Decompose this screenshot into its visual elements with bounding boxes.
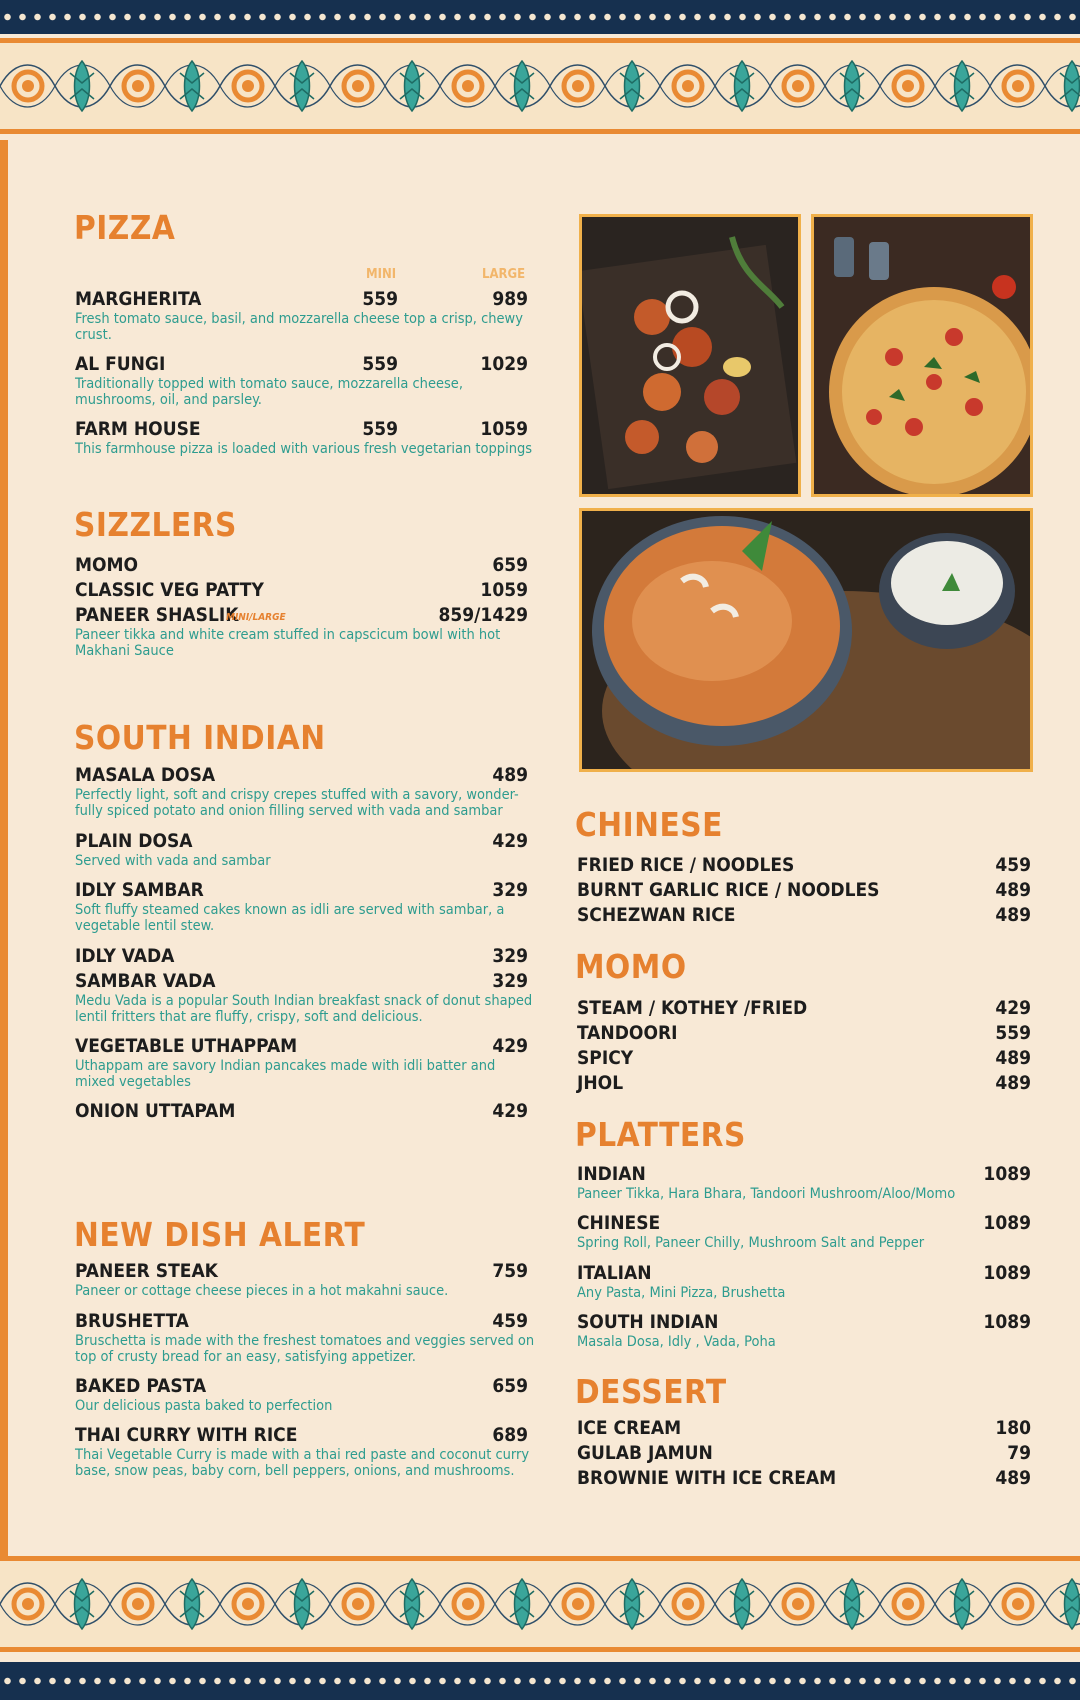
section-title-dessert: DESSERT bbox=[575, 1372, 727, 1411]
menu-item-price: 429 bbox=[492, 1100, 528, 1122]
size-header-large: LARGE bbox=[482, 267, 526, 282]
section-title-new-dish-alert: NEW DISH ALERT bbox=[74, 1215, 366, 1254]
menu-item-name: AL FUNGI bbox=[75, 353, 166, 375]
menu-item-name: ONION UTTAPAM bbox=[75, 1100, 236, 1122]
menu-item-name: CHINESE bbox=[577, 1212, 661, 1234]
menu-item-description: Bruschetta is made with the freshest tomatoes and veggies served on top of crusty bread for an easy, satisfying appetizer. bbox=[75, 1333, 535, 1365]
menu-item-price: 180 bbox=[995, 1417, 1031, 1439]
menu-item-name: ITALIAN bbox=[577, 1262, 652, 1284]
menu-item-name: PLAIN DOSA bbox=[75, 830, 193, 852]
menu-item-name: TANDOORI bbox=[577, 1022, 678, 1044]
menu-item-price: 329 bbox=[492, 945, 528, 967]
section-title-momo: MOMO bbox=[575, 947, 687, 986]
menu-item-name: INDIAN bbox=[577, 1163, 646, 1185]
menu-item-description: Our delicious pasta baked to perfection bbox=[75, 1398, 333, 1414]
menu-item-price: 659 bbox=[492, 554, 528, 576]
section-title-pizza: PIZZA bbox=[74, 208, 176, 247]
menu-item-name: BAKED PASTA bbox=[75, 1375, 207, 1397]
menu-item-description: Paneer tikka and white cream stuffed in capscicum bowl with hot Makhani Sauce bbox=[75, 627, 501, 659]
section-title-chinese: CHINESE bbox=[575, 805, 723, 844]
menu-item-price: 1089 bbox=[983, 1311, 1031, 1333]
menu-item-name: CLASSIC VEG PATTY bbox=[75, 579, 264, 601]
menu-item-name: JHOL bbox=[577, 1072, 624, 1094]
menu-item-name: SOUTH INDIAN bbox=[577, 1311, 719, 1333]
section-title-sizzlers: SIZZLERS bbox=[74, 505, 237, 544]
menu-item-name: IDLY SAMBAR bbox=[75, 879, 204, 901]
menu-item-price: 459 bbox=[492, 1310, 528, 1332]
menu-item-name: FRIED RICE / NOODLES bbox=[577, 854, 795, 876]
menu-item-price-mini: 559 bbox=[362, 353, 398, 375]
menu-item-description: Medu Vada is a popular South Indian breakfast snack of donut shaped lentil fritters that are fluffy, crispy, soft and delicious. bbox=[75, 993, 533, 1025]
menu-item-price: 429 bbox=[492, 830, 528, 852]
menu-item-price-mini: 559 bbox=[362, 418, 398, 440]
menu-item-description: Uthappam are savory Indian pancakes made with idli batter and mixed vegetables bbox=[75, 1058, 496, 1090]
pizza-photo bbox=[811, 214, 1033, 497]
menu-item-name: VEGETABLE UTHAPPAM bbox=[75, 1035, 298, 1057]
menu-item-name: PANEER SHASLIK bbox=[75, 604, 239, 626]
menu-item-price: 489 bbox=[995, 1467, 1031, 1489]
menu-item-price-mini: 559 bbox=[362, 288, 398, 310]
menu-item-price: 489 bbox=[995, 1047, 1031, 1069]
menu-item-price: 329 bbox=[492, 879, 528, 901]
menu-item-price-large: 1029 bbox=[480, 353, 528, 375]
menu-item-description: Any Pasta, Mini Pizza, Brushetta bbox=[577, 1285, 786, 1301]
menu-item-price: 79 bbox=[1007, 1442, 1031, 1464]
menu-item-name: SCHEZWAN RICE bbox=[577, 904, 736, 926]
menu-item-name: SPICY bbox=[577, 1047, 634, 1069]
menu-item-description: Masala Dosa, Idly , Vada, Poha bbox=[577, 1334, 776, 1350]
size-header-mini: MINI bbox=[366, 267, 397, 282]
menu-item-description: Thai Vegetable Curry is made with a thai red paste and coconut curry base, snow peas, baby corn, bell peppers, onions, and mushrooms. bbox=[75, 1447, 530, 1479]
menu-item-description: Paneer or cottage cheese pieces in a hot makahni sauce. bbox=[75, 1283, 449, 1299]
menu-item-price: 1089 bbox=[983, 1163, 1031, 1185]
menu-item-price: 459 bbox=[995, 854, 1031, 876]
menu-item-description: Traditionally topped with tomato sauce, mozzarella cheese, mushrooms, oil, and parsley. bbox=[75, 376, 463, 408]
menu-item-name: BRUSHETTA bbox=[75, 1310, 189, 1332]
menu-item-description: This farmhouse pizza is loaded with various fresh vegetarian toppings bbox=[75, 441, 533, 457]
menu-item-name: MOMO bbox=[75, 554, 139, 576]
menu-item-description: Spring Roll, Paneer Chilly, Mushroom Salt and Pepper bbox=[577, 1235, 925, 1251]
menu-item-price: 689 bbox=[492, 1424, 528, 1446]
menu-item-name: STEAM / KOTHEY /FRIED bbox=[577, 997, 808, 1019]
menu-item-price: 1059 bbox=[480, 579, 528, 601]
menu-item-price: 1089 bbox=[983, 1262, 1031, 1284]
menu-item-price: 559 bbox=[995, 1022, 1031, 1044]
menu-item-price: 859/1429 bbox=[438, 604, 528, 626]
menu-item-price: 759 bbox=[492, 1260, 528, 1282]
menu-item-name: PANEER STEAK bbox=[75, 1260, 218, 1282]
section-title-south-indian: SOUTH INDIAN bbox=[74, 718, 326, 757]
menu-item-price: 489 bbox=[492, 764, 528, 786]
menu-item-name: BURNT GARLIC RICE / NOODLES bbox=[577, 879, 880, 901]
menu-item-price: 1089 bbox=[983, 1212, 1031, 1234]
menu-item-name: FARM HOUSE bbox=[75, 418, 201, 440]
menu-item-name: BROWNIE WITH ICE CREAM bbox=[577, 1467, 837, 1489]
menu-item-description: Fresh tomato sauce, basil, and mozzarella cheese top a crisp, chewy crust. bbox=[75, 311, 523, 343]
menu-item-description: Paneer Tikka, Hara Bhara, Tandoori Mushroom/Aloo/Momo bbox=[577, 1186, 956, 1202]
menu-item-price: 489 bbox=[995, 904, 1031, 926]
section-title-platters: PLATTERS bbox=[575, 1115, 746, 1154]
menu-item-name: MASALA DOSA bbox=[75, 764, 216, 786]
menu-item-price: 489 bbox=[995, 879, 1031, 901]
menu-item-price: 429 bbox=[492, 1035, 528, 1057]
menu-item-name: GULAB JAMUN bbox=[577, 1442, 713, 1464]
menu-item-name: IDLY VADA bbox=[75, 945, 175, 967]
menu-item-price: 659 bbox=[492, 1375, 528, 1397]
size-tag: MINI/LARGE bbox=[226, 612, 286, 623]
menu-item-name: THAI CURRY WITH RICE bbox=[75, 1424, 298, 1446]
menu-item-description: Soft fluffy steamed cakes known as idli are served with sambar, a vegetable lentil stew. bbox=[75, 902, 505, 934]
menu-item-price: 489 bbox=[995, 1072, 1031, 1094]
menu-item-price: 329 bbox=[492, 970, 528, 992]
menu-item-price-large: 1059 bbox=[480, 418, 528, 440]
biryani-photo bbox=[579, 508, 1033, 772]
menu-item-price: 429 bbox=[995, 997, 1031, 1019]
menu-item-name: MARGHERITA bbox=[75, 288, 202, 310]
tandoori-platter-photo bbox=[579, 214, 801, 497]
menu-item-name: ICE CREAM bbox=[577, 1417, 682, 1439]
menu-item-description: Perfectly light, soft and crispy crepes stuffed with a savory, wonder-fully spiced potato and onion filling served with vada and sambar bbox=[75, 787, 519, 819]
menu-item-name: SAMBAR VADA bbox=[75, 970, 216, 992]
menu-item-price-large: 989 bbox=[492, 288, 528, 310]
menu-item-description: Served with vada and sambar bbox=[75, 853, 271, 869]
